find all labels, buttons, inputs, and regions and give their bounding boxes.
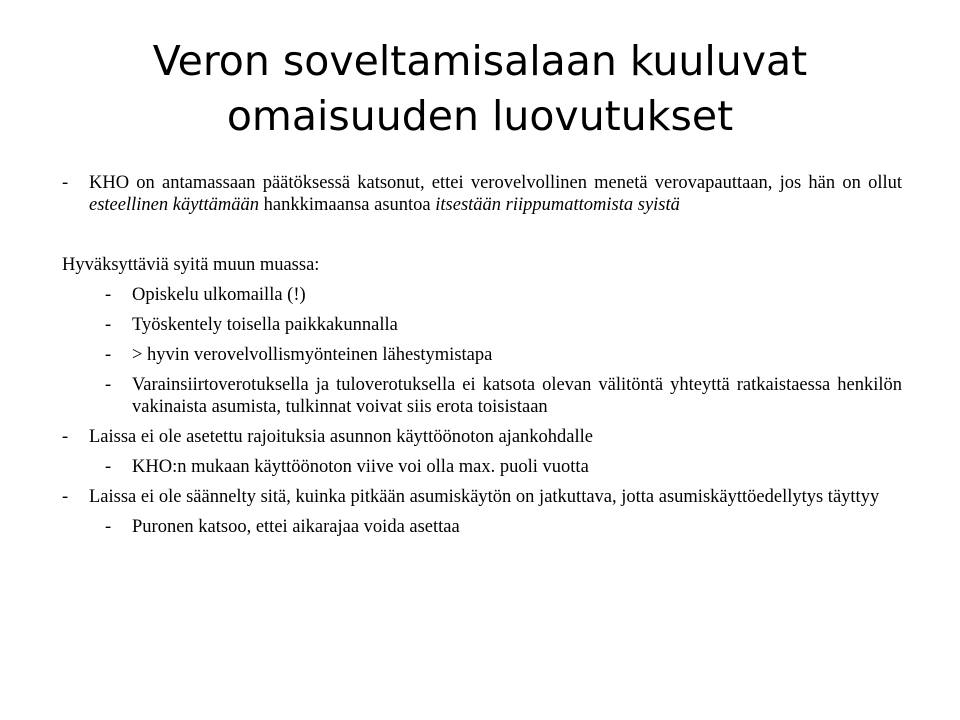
bullet-dash: - (105, 315, 112, 335)
bullet-kho-decision (62, 172, 902, 216)
bullet-dash: - (62, 427, 69, 447)
bullet-dash: - (105, 517, 112, 537)
sub-item-text: Työskentely toisella paikkakunnalla (132, 315, 398, 335)
sub-item (62, 516, 902, 538)
sub-item-text: Opiskelu ulkomailla (!) (132, 285, 306, 305)
bullet-dash: - (62, 173, 69, 193)
bullet-text (89, 172, 902, 216)
bullet-text-part: hankkimaansa asuntoa (259, 195, 436, 215)
bullet-text-italic: itsestään riippumattomista syistä (435, 195, 680, 215)
bullet-residence-duration (62, 486, 902, 508)
bullet-commissioning-time (62, 426, 902, 448)
acceptable-reasons-heading: Hyväksyttäviä syitä muun muassa: (62, 255, 320, 275)
sub-item-text: KHO:n mukaan käyttöönoton viive voi olla max. puoli vuotta (132, 457, 589, 477)
bullet-dash: - (62, 487, 69, 507)
title-line-2: omaisuuden luovutukset (226, 92, 734, 140)
sub-item-text: > hyvin verovelvollismyönteinen lähestymistapa (132, 345, 493, 365)
slide-title (60, 34, 900, 144)
bullet-dash: - (105, 285, 112, 305)
sub-item (62, 284, 902, 306)
bullet-text-italic: esteellinen käyttämään (89, 195, 260, 215)
bullet-text-part: KHO on antamassaan päätöksessä katsonut, ettei verovelvollinen menetä verovapauttaan, jos hän on ollut (89, 173, 902, 193)
sub-item (62, 456, 902, 478)
bullet-dash: - (105, 375, 112, 395)
sub-item (62, 374, 902, 418)
bullet-dash: - (105, 457, 112, 477)
sub-item-text: Puronen katsoo, ettei aikarajaa voida asettaa (132, 517, 460, 537)
bullet-text: Laissa ei ole säännelty sitä, kuinka pitkään asumiskäytön on jatkuttava, jotta asumiskäyttöedellytys täyttyy (89, 487, 880, 507)
bullet-dash: - (105, 345, 112, 365)
slide-body (62, 172, 902, 538)
title-line-1: Veron soveltamisalaan kuuluvat (152, 37, 808, 85)
sub-item-text: Varainsiirtoverotuksella ja tuloverotuksella ei katsota olevan välitöntä yhteyttä ratkaistaessa henkilön vakinaista asumista, tulkinnat voivat siis erota toisistaan (132, 375, 902, 417)
sub-item (62, 344, 902, 366)
sub-item (62, 314, 902, 336)
bullet-text: Laissa ei ole asetettu rajoituksia asunnon käyttöönoton ajankohdalle (89, 427, 593, 447)
